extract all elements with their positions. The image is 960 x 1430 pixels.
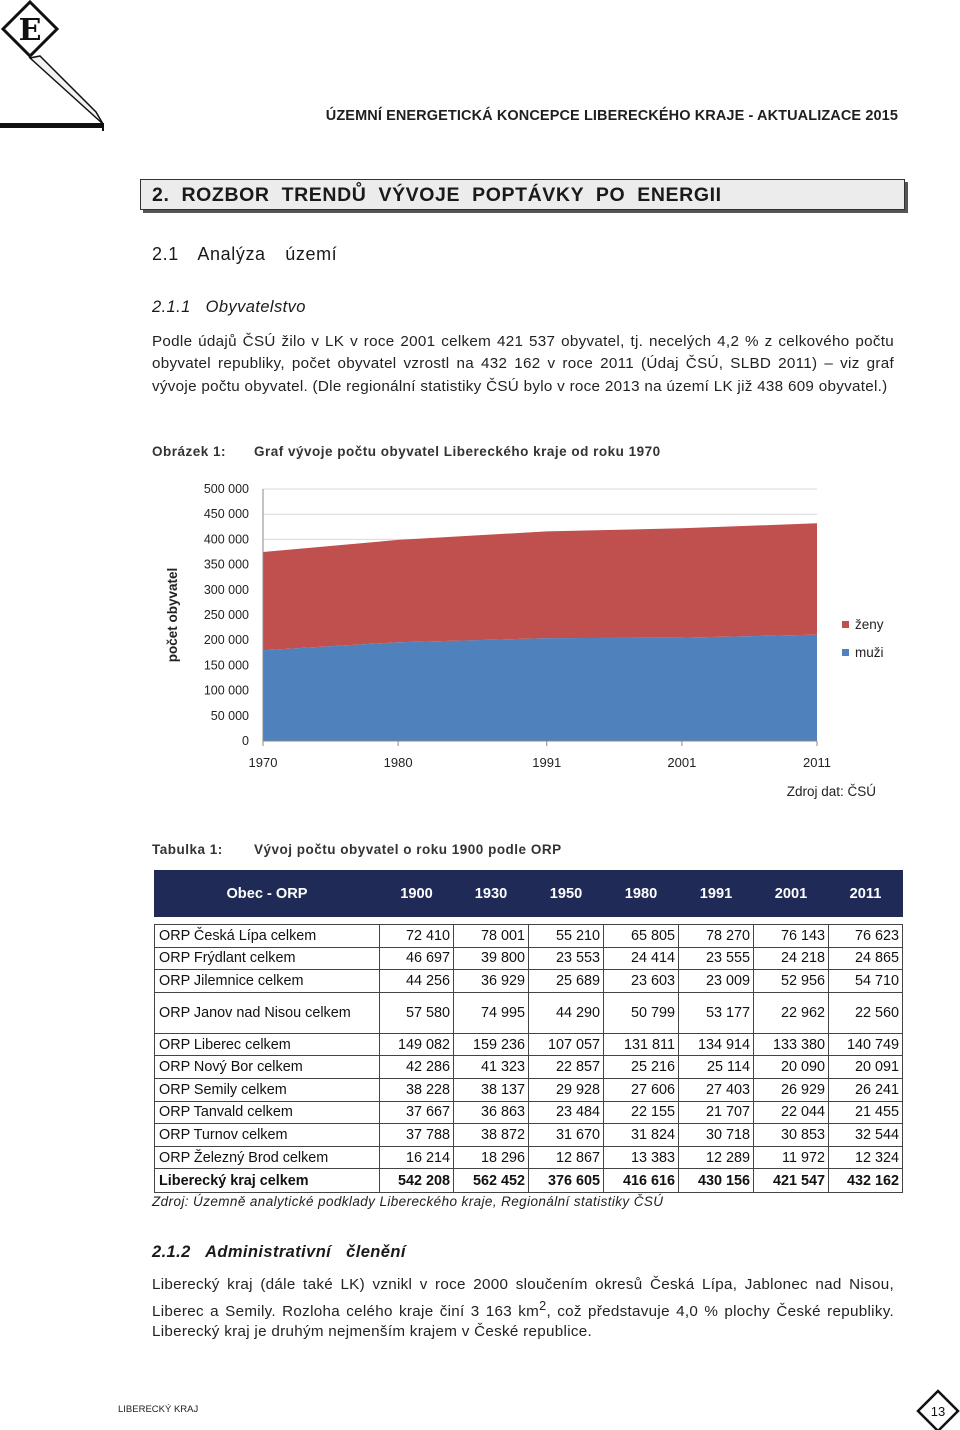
value-cell: 23 603	[604, 970, 679, 993]
column-header-2001: 2001	[754, 871, 829, 917]
value-cell: 29 928	[529, 1078, 604, 1101]
value-cell: 38 872	[454, 1124, 529, 1147]
population-table	[154, 870, 903, 1193]
column-header-1900: 1900	[380, 871, 454, 917]
value-cell: 107 057	[529, 1033, 604, 1056]
value-cell: 37 788	[380, 1124, 454, 1147]
value-cell: 76 143	[754, 925, 829, 948]
spacer-cell	[754, 917, 829, 925]
y-tick-label: 250 000	[203, 608, 249, 622]
spacer-cell	[155, 917, 380, 925]
value-cell: 133 380	[754, 1033, 829, 1056]
row-name-cell: ORP Nový Bor celkem	[155, 1056, 380, 1079]
value-cell: 140 749	[829, 1033, 903, 1056]
logo-letter: E	[18, 13, 42, 48]
value-cell: 12 289	[679, 1146, 754, 1169]
y-tick-label: 350 000	[203, 557, 249, 572]
value-cell: 41 323	[454, 1056, 529, 1079]
x-tick-label: 2011	[803, 755, 831, 770]
population-table-wrapper	[154, 870, 902, 1193]
column-header-1930: 1930	[454, 871, 529, 917]
y-tick-label: 500 000	[203, 482, 249, 496]
table-row	[155, 1056, 903, 1079]
total-value-cell: 416 616	[604, 1169, 679, 1193]
total-value-cell: 542 208	[380, 1169, 454, 1193]
value-cell: 42 286	[380, 1056, 454, 1079]
value-cell: 54 710	[829, 970, 903, 993]
value-cell: 21 707	[679, 1101, 754, 1124]
y-tick-label: 0	[242, 734, 249, 748]
value-cell: 72 410	[380, 925, 454, 948]
figure-label: Obrázek 1:	[152, 444, 227, 459]
value-cell: 76 623	[829, 925, 903, 948]
legend-swatch-ženy	[842, 621, 849, 628]
value-cell: 38 137	[454, 1078, 529, 1101]
y-tick-label: 100 000	[203, 683, 249, 698]
value-cell: 25 689	[529, 970, 604, 993]
value-cell: 38 228	[380, 1078, 454, 1101]
table-row	[155, 925, 903, 948]
value-cell: 32 544	[829, 1124, 903, 1147]
table-header-row	[155, 871, 903, 917]
column-header-1950: 1950	[529, 871, 604, 917]
total-value-cell: 432 162	[829, 1169, 903, 1193]
value-cell: 24 414	[604, 947, 679, 970]
value-cell: 25 216	[604, 1056, 679, 1079]
value-cell: 36 863	[454, 1101, 529, 1124]
value-cell: 16 214	[380, 1146, 454, 1169]
table-row	[155, 1124, 903, 1147]
figure-caption	[152, 444, 661, 459]
chart-source-note: Zdroj dat: ČSÚ	[786, 784, 876, 799]
value-cell: 23 555	[679, 947, 754, 970]
table-row	[155, 1078, 903, 1101]
value-cell: 11 972	[754, 1146, 829, 1169]
subsection-heading: 2.1.1 Obyvatelstvo	[152, 298, 306, 316]
spacer-cell	[679, 917, 754, 925]
value-cell: 26 929	[754, 1078, 829, 1101]
value-cell: 30 853	[754, 1124, 829, 1147]
row-name-cell: ORP Železný Brod celkem	[155, 1146, 380, 1169]
row-name-cell: ORP Česká Lípa celkem	[155, 925, 380, 948]
table-row	[155, 947, 903, 970]
value-cell: 37 667	[380, 1101, 454, 1124]
area-series-muži	[263, 635, 817, 741]
value-cell: 31 670	[529, 1124, 604, 1147]
area-unit-exponent: 2	[539, 1298, 547, 1313]
value-cell: 57 580	[380, 992, 454, 1033]
total-value-cell: 376 605	[529, 1169, 604, 1193]
value-cell: 46 697	[380, 947, 454, 970]
column-header-1980: 1980	[604, 871, 679, 917]
table-caption	[152, 842, 562, 857]
value-cell: 22 857	[529, 1056, 604, 1079]
total-value-cell: 421 547	[754, 1169, 829, 1193]
figure-caption-text: Graf vývoje počtu obyvatel Libereckého kraje od roku 1970	[254, 444, 661, 459]
value-cell: 22 962	[754, 992, 829, 1033]
value-cell: 78 270	[679, 925, 754, 948]
value-cell: 24 865	[829, 947, 903, 970]
page-number-badge	[916, 1389, 960, 1430]
value-cell: 23 553	[529, 947, 604, 970]
legend-label-ženy: ženy	[855, 617, 884, 632]
paragraph-text-2: , což představuje 4,0 % plochy České republiky. Liberecký kraj je druhým nejmenším krajem v České republice.	[152, 1302, 894, 1341]
value-cell: 23 484	[529, 1101, 604, 1124]
legend-label-muži: muži	[855, 645, 884, 660]
value-cell: 55 210	[529, 925, 604, 948]
x-tick-label: 1980	[383, 755, 413, 770]
value-cell: 22 560	[829, 992, 903, 1033]
area-series-ženy	[263, 523, 817, 650]
column-header-name: Obec - ORP	[155, 871, 380, 917]
value-cell: 52 956	[754, 970, 829, 993]
value-cell: 74 995	[454, 992, 529, 1033]
page-number: 13	[930, 1404, 946, 1419]
spacer-cell	[829, 917, 903, 925]
x-tick-label: 2001	[667, 755, 697, 770]
value-cell: 27 606	[604, 1078, 679, 1101]
column-header-2011: 2011	[829, 871, 903, 917]
y-tick-label: 450 000	[203, 507, 249, 522]
value-cell: 53 177	[679, 992, 754, 1033]
table-row	[155, 970, 903, 993]
value-cell: 134 914	[679, 1033, 754, 1056]
value-cell: 50 799	[604, 992, 679, 1033]
value-cell: 20 090	[754, 1056, 829, 1079]
row-name-cell: ORP Turnov celkem	[155, 1124, 380, 1147]
legend-swatch-muži	[842, 649, 849, 656]
total-value-cell: 562 452	[454, 1169, 529, 1193]
spacer-cell	[454, 917, 529, 925]
logo-icon	[0, 0, 110, 134]
y-tick-label: 150 000	[203, 658, 249, 673]
x-tick-label: 1991	[532, 755, 562, 770]
table-source: Zdroj: Územně analytické podklady Libereckého kraje, Regionální statistiky ČSÚ	[152, 1194, 664, 1209]
spacer-cell	[380, 917, 454, 925]
table-row	[155, 1033, 903, 1056]
table-row	[155, 1101, 903, 1124]
value-cell: 78 001	[454, 925, 529, 948]
value-cell: 26 241	[829, 1078, 903, 1101]
population-area-chart	[160, 470, 900, 810]
value-cell: 21 455	[829, 1101, 903, 1124]
value-cell: 44 290	[529, 992, 604, 1033]
row-name-cell: ORP Frýdlant celkem	[155, 947, 380, 970]
value-cell: 12 324	[829, 1146, 903, 1169]
y-tick-label: 400 000	[203, 532, 249, 547]
value-cell: 39 800	[454, 947, 529, 970]
y-axis-label: počet obyvatel	[165, 567, 180, 663]
subsection-heading-2: 2.1.2 Administrativní členění	[152, 1243, 406, 1261]
row-name-cell: ORP Semily celkem	[155, 1078, 380, 1101]
table-label: Tabulka 1:	[152, 842, 223, 857]
table-row	[155, 1146, 903, 1169]
spacer-cell	[529, 917, 604, 925]
value-cell: 25 114	[679, 1056, 754, 1079]
value-cell: 22 155	[604, 1101, 679, 1124]
document-header-title: ÚZEMNÍ ENERGETICKÁ KONCEPCE LIBERECKÉHO KRAJE - AKTUALIZACE 2015	[325, 108, 898, 124]
value-cell: 131 811	[604, 1033, 679, 1056]
value-cell: 149 082	[380, 1033, 454, 1056]
row-name-cell: ORP Liberec celkem	[155, 1033, 380, 1056]
table-spacer-row	[155, 917, 903, 925]
total-name-cell: Liberecký kraj celkem	[155, 1169, 380, 1193]
value-cell: 22 044	[754, 1101, 829, 1124]
row-name-cell: ORP Jilemnice celkem	[155, 970, 380, 993]
paragraph-text-1: Liberecký kraj (dále také LK) vznikl v roce 2000 sloučením okresů Česká Lípa, Jablonec nad Nisou, Liberec a Semily. Rozloha celého kraje činí 3 163 km	[152, 1276, 894, 1320]
table-caption-text: Vývoj počtu obyvatel o roku 1900 podle ORP	[254, 842, 562, 857]
column-header-1991: 1991	[679, 871, 754, 917]
value-cell: 159 236	[454, 1033, 529, 1056]
y-tick-label: 50 000	[210, 708, 249, 723]
section-heading: 2.1 Analýza území	[152, 244, 338, 264]
x-tick-label: 1970	[248, 755, 278, 770]
chapter-heading: 2. ROZBOR TRENDŮ VÝVOJE POPTÁVKY PO ENERGII	[152, 184, 722, 206]
value-cell: 23 009	[679, 970, 754, 993]
value-cell: 12 867	[529, 1146, 604, 1169]
value-cell: 31 824	[604, 1124, 679, 1147]
value-cell: 13 383	[604, 1146, 679, 1169]
value-cell: 27 403	[679, 1078, 754, 1101]
spacer-cell	[604, 917, 679, 925]
value-cell: 36 929	[454, 970, 529, 993]
y-tick-label: 200 000	[203, 633, 249, 648]
row-name-cell: ORP Tanvald celkem	[155, 1101, 380, 1124]
table-row	[155, 992, 903, 1033]
value-cell: 30 718	[679, 1124, 754, 1147]
row-name-cell: ORP Janov nad Nisou celkem	[155, 992, 380, 1033]
chapter-heading-box	[140, 179, 905, 210]
table-total-row	[155, 1169, 903, 1193]
value-cell: 44 256	[380, 970, 454, 993]
value-cell: 24 218	[754, 947, 829, 970]
paragraph-administrative	[152, 1275, 894, 1343]
paragraph-population: Podle údajů ČSÚ žilo v LK v roce 2001 celkem 421 537 obyvatel, tj. necelých 4,2 % z celkového počtu obyvatel republiky, počet obyvatel vzrostl na 432 162 v roce 2011 (Údaj ČSÚ, SLBD 2011) – viz graf vývoje počtu obyvatel. (Dle regionální statistiky ČSÚ bylo v roce 2013 na území LK již 438 609 obyvatel.)	[152, 333, 894, 395]
value-cell: 18 296	[454, 1146, 529, 1169]
value-cell: 20 091	[829, 1056, 903, 1079]
footer-region: LIBERECKÝ KRAJ	[118, 1404, 199, 1415]
total-value-cell: 430 156	[679, 1169, 754, 1193]
y-tick-label: 300 000	[203, 582, 249, 597]
value-cell: 65 805	[604, 925, 679, 948]
